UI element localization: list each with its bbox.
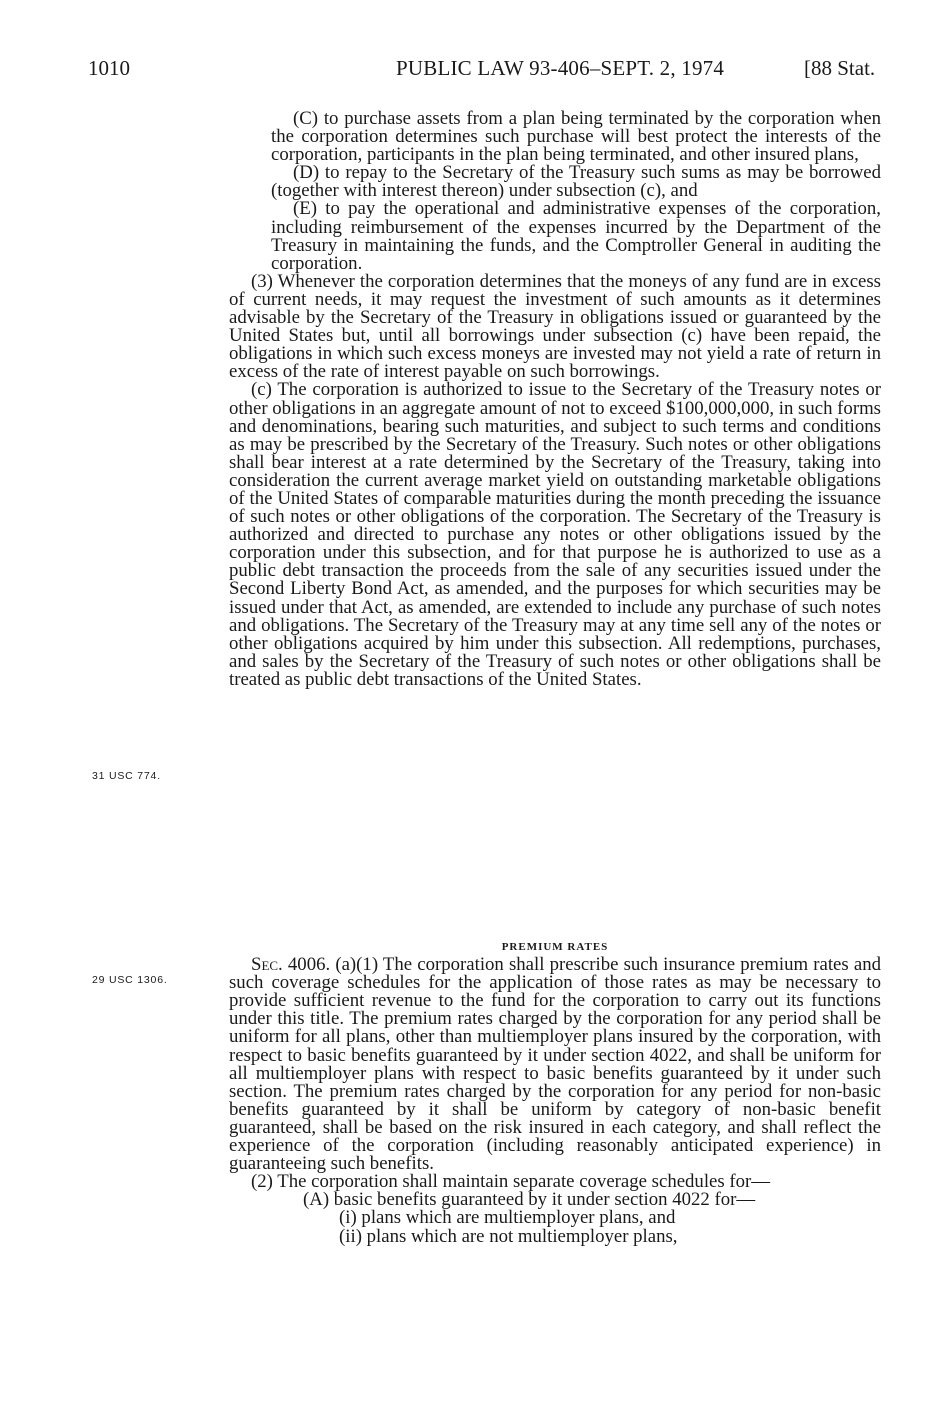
body-text-upper bbox=[229, 110, 881, 689]
page-header bbox=[0, 56, 949, 86]
section-label: Sec. 4006. bbox=[251, 954, 331, 976]
body-text-lower bbox=[229, 938, 881, 1246]
paragraph-d-item: (D) to repay to the Secretary of the Treasury such sums as may be borrowed (together with interest thereon) under subsection (c), and bbox=[271, 162, 881, 202]
paragraph-e-item: (E) to pay the operational and administrative expenses of the corporation, including reimbursement of the expenses incurred by the Department of the Treasury in maintaining the funds, and the Comptroller General in auditing the corporation. bbox=[271, 198, 881, 274]
section-heading: PREMIUM RATES bbox=[501, 941, 609, 953]
volume-reference: [88 Stat. bbox=[804, 56, 876, 80]
paragraph-3: (3) Whenever the corporation determines that the moneys of any fund are in excess of current needs, it may request the investment of such amounts as it determines advisable by the Secretary of the Treasury in obligations issued or guaranteed by the United States but, until all borrowings under subsection (c) have been repaid, the obligations in which such excess moneys are invested may not yield a rate of return in excess of the rate of interest payable on such borrowings. bbox=[229, 270, 881, 383]
section-4006-paragraph bbox=[229, 956, 881, 1173]
item-i: (i) plans which are multiemployer plans, and bbox=[339, 1207, 676, 1229]
paragraph-subsection-c: (c) The corporation is authorized to issue to the Secretary of the Treasury notes or other obligations in an aggregate amount of not to exceed $100,000,000, in such forms and denominations, bearing such maturities, and subject to such terms and conditions as may be prescribed by the Secretary of the Treasury. Such notes or other obligations shall bear interest at a rate determined by the Secretary of the Treasury, taking into consideration the current average market yield on outstanding marketable obligations of the United States of comparable maturities during the month preceding the issuance of such notes or other obligations of the corporation. The Secretary of the Treasury is authorized and directed to purchase any notes or other obligations issued by the corporation under this subsection, and for that purpose he is authorized to use as a public debt transaction the proceeds from the sale of any securities issued under the Second Liberty Bond Act, as amended, and the purposes for which securities may be issued under that Act, as amended, are extended to include any purchase of such notes and obligations. The Secretary of the Treasury may at any time sell any of the notes or other obligations acquired by him under this subsection. All redemptions, purchases, and sales by the Secretary of the Treasury of such notes or other obligations shall be treated as public debt transactions of the United States. bbox=[229, 379, 881, 690]
running-title: PUBLIC LAW 93-406–SEPT. 2, 1974 bbox=[396, 56, 725, 80]
page-number: 1010 bbox=[88, 56, 130, 80]
paragraph-c-item: (C) to purchase assets from a plan being terminated by the corporation when the corporation determines such purchase will best protect the interests of the corporation, participants in the plan being terminated, and other insured plans, bbox=[271, 108, 881, 166]
item-a: (A) basic benefits guaranteed by it under section 4022 for— bbox=[303, 1189, 756, 1211]
paragraph-2: (2) The corporation shall maintain separate coverage schedules for— bbox=[251, 1171, 771, 1193]
margin-note-31-usc: 31 USC 774. bbox=[92, 770, 161, 782]
margin-note-29-usc: 29 USC 1306. bbox=[92, 974, 168, 986]
item-ii: (ii) plans which are not multiemployer plans, bbox=[339, 1225, 678, 1247]
section-text: (a)(1) The corporation shall prescribe such insurance premium rates and such coverage schedules for the application of those rates as may be necessary to provide sufficient revenue to the fund for the corporation to carry out its functions under this title. The premium rates charged by the corporation for any period shall be uniform for all plans, other than multiemployer plans insured by the corporation, with respect to basic benefits guaranteed by it under section 4022, and shall be uniform for all multiemployer plans with respect to basic benefits guaranteed by it under such section. The premium rates charged by the corporation for any period for non-basic benefits guaranteed by it shall be uniform by category of non-basic benefit guaranteed, shall be based on the risk insured in each category, and shall reflect the experience of the corporation (including reasonably anticipated experience) in guaranteeing such benefits. bbox=[229, 954, 881, 1175]
